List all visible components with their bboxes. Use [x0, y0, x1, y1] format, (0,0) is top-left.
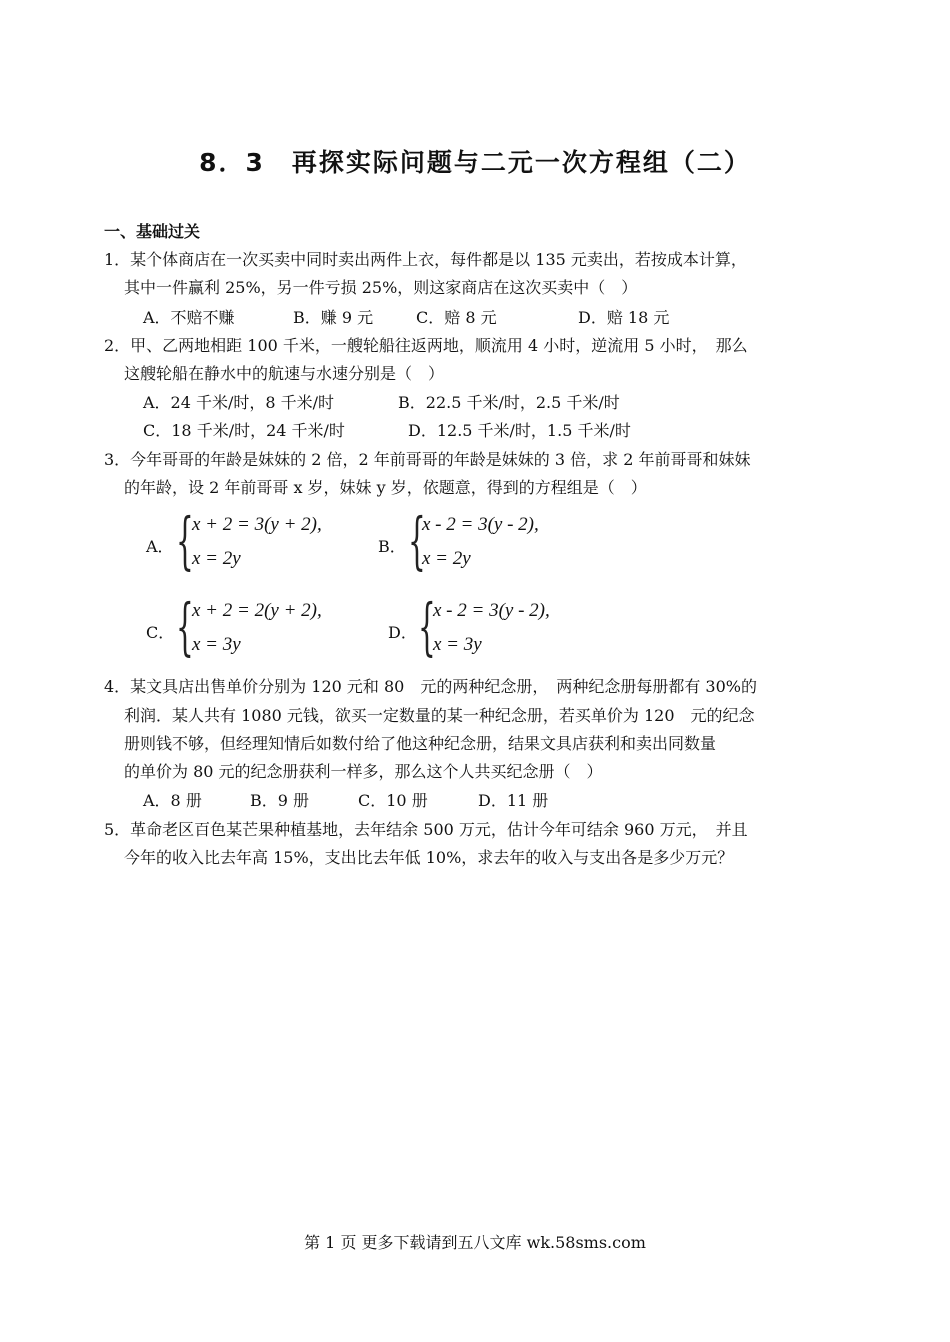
- question-2-line-1: 2．甲、乙两地相距 100 千米，一艘轮船往返两地，顺流用 4 小时，逆流用 5 小时， 那么: [104, 336, 748, 355]
- question-1-option-c: C．赔 8 元: [416, 308, 497, 327]
- question-3-option-d: [388, 590, 578, 668]
- question-5-line-2: 今年的收入比去年高 15%，支出比去年低 10%，求去年的收入与支出各是多少万元？: [124, 848, 734, 867]
- question-3-option-a: [146, 504, 336, 582]
- option-a-label: A．: [146, 537, 174, 556]
- option-c-equation-2: x = 3y: [192, 634, 241, 655]
- option-c-label: C．: [146, 623, 175, 642]
- question-4-option-c: C．10 册: [358, 791, 428, 810]
- question-2-option-d: D．12.5 千米/时，1.5 千米/时: [408, 421, 631, 440]
- question-4-option-d: D．11 册: [478, 791, 549, 810]
- page-title: 8．3 再探实际问题与二元一次方程组（二）: [199, 148, 751, 177]
- page-footer: 第 1 页 更多下载请到五八文库 wk.58sms.com: [304, 1233, 646, 1252]
- question-2-line-2: 这艘轮船在静水中的航速与水速分别是（ ）: [124, 364, 445, 383]
- question-4-line-2: 利润．某人共有 1080 元钱，欲买一定数量的某一种纪念册，若买单价为 120 元的纪念: [124, 706, 755, 725]
- question-4-line-4: 的单价为 80 元的纪念册获利一样多，那么这个人共买纪念册（ ）: [124, 762, 603, 781]
- question-4-option-b: B．9 册: [250, 791, 310, 810]
- question-2-option-b: B．22.5 千米/时，2.5 千米/时: [398, 393, 620, 412]
- question-4-line-3: 册则钱不够，但经理知情后如数付给了他这种纪念册，结果文具店获利和卖出同数量: [124, 734, 717, 753]
- option-a-equation-2: x = 2y: [192, 548, 241, 569]
- question-3-line-2: 的年龄，设 2 年前哥哥 x 岁，妹妹 y 岁，依题意，得到的方程组是（ ）: [124, 478, 647, 497]
- question-3-line-1: 3．今年哥哥的年龄是妹妹的 2 倍，2 年前哥哥的年龄是妹妹的 3 倍，求 2 年前哥哥和妹妹: [104, 450, 751, 469]
- question-1-option-b: B．赚 9 元: [293, 308, 374, 327]
- brace-icon: {: [408, 504, 426, 577]
- question-1-line-1: 1．某个体商店在一次买卖中同时卖出两件上衣，每件都是以 135 元卖出，若按成本计算，: [104, 250, 747, 269]
- question-2-option-a: A．24 千米/时，8 千米/时: [143, 393, 335, 412]
- brace-icon: {: [418, 590, 436, 663]
- brace-icon: {: [176, 590, 194, 663]
- question-1-line-2: 其中一件赢利 25%，另一件亏损 25%，则这家商店在这次买卖中（ ）: [124, 278, 638, 297]
- option-d-label: D．: [388, 623, 417, 642]
- option-a-equation-1: x + 2 = 3(y + 2),: [192, 514, 322, 535]
- question-1-option-a: A．不赔不赚: [143, 308, 235, 327]
- question-4-option-a: A．8 册: [143, 791, 202, 810]
- question-1-option-d: D．赔 18 元: [578, 308, 670, 327]
- option-b-equation-2: x = 2y: [422, 548, 471, 569]
- question-5-line-1: 5．革命老区百色某芒果种植基地，去年结余 500 万元，估计今年可结余 960 万元， 并且: [104, 820, 748, 839]
- section-heading: 一、基础过关: [104, 222, 201, 241]
- option-b-equation-1: x - 2 = 3(y - 2),: [422, 514, 539, 535]
- option-b-label: B．: [378, 537, 406, 556]
- question-3-option-c: [146, 590, 336, 668]
- question-3-option-b: [378, 504, 568, 582]
- option-d-equation-1: x - 2 = 3(y - 2),: [433, 600, 550, 621]
- option-c-equation-1: x + 2 = 2(y + 2),: [192, 600, 322, 621]
- question-4-line-1: 4．某文具店出售单价分别为 120 元和 80 元的两种纪念册， 两种纪念册每册都有 30%的: [104, 677, 757, 696]
- question-2-option-c: C．18 千米/时，24 千米/时: [143, 421, 345, 440]
- option-d-equation-2: x = 3y: [433, 634, 482, 655]
- brace-icon: {: [176, 504, 194, 577]
